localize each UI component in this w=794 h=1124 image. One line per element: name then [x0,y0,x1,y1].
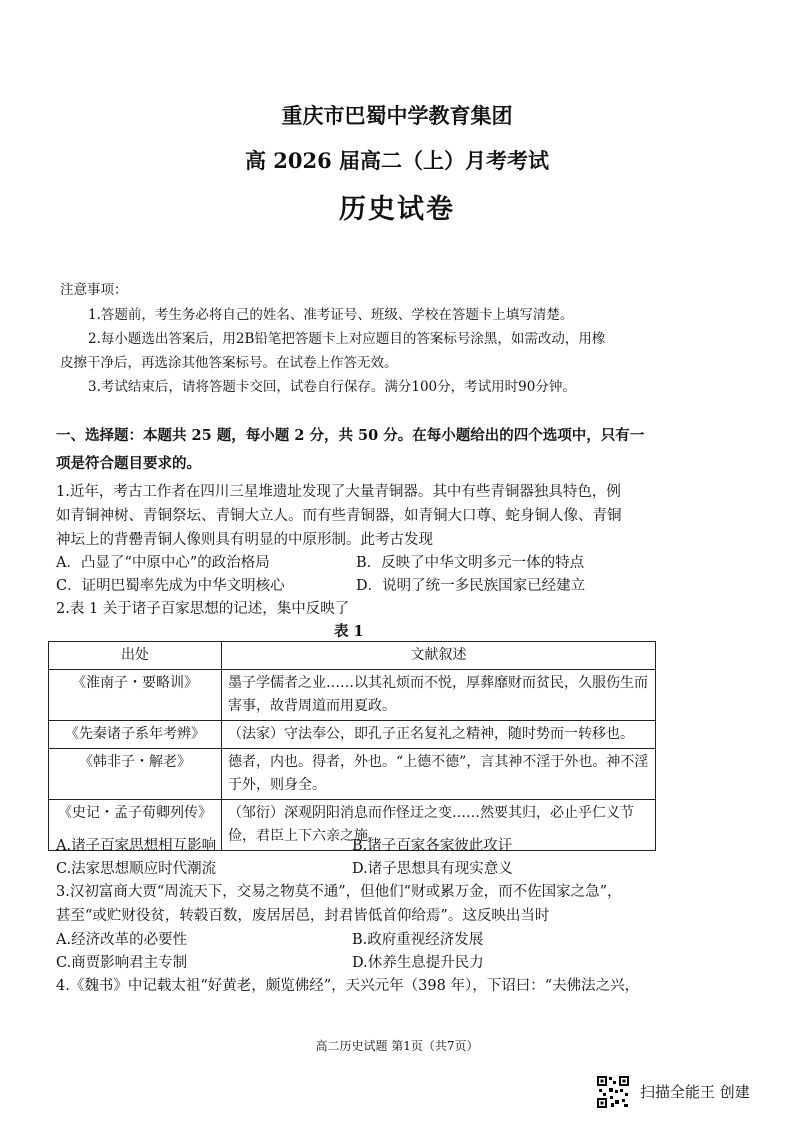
notice-item-2b: 皮擦干净后，再选涂其他答案标号。在试卷上作答无效。 [60,355,398,371]
table-cell-source: 《先秦诸子系年考辨》 [49,721,222,749]
q3-stem-line1: 3.汉初富商大贾“周流天下，交易之物莫不通”，但他们“财或累万金，而不佐国家之急”， [56,884,622,900]
section-heading-line2: 项是符合题目要求的。 [56,455,201,472]
table-row [49,721,656,749]
q2-option-d: D.诸子思想具有现实意义 [352,861,513,877]
table-cell-text: （邹衍）深观阴阳消息而作怪迂之变……然要其归，必止乎仁义节俭，君臣上下六亲之施。 [222,800,656,851]
q3-option-c: C.商贾影响君主专制 [56,955,188,971]
q1-option-d: D．说明了统一多民族国家已经建立 [356,578,586,594]
page-footer: 高二历史试题 第1页（共7页） [315,1039,479,1053]
table-cell-text: 墨子学儒者之业……以其礼烦而不悦，厚葬靡财而贫民，久服伤生而害事，故背周道而用夏政。 [222,670,656,721]
q4-stem-line1: 4.《魏书》中记载太祖“好黄老，颇览佛经”，天兴元年（398 年），下诏曰：“夫佛法之兴， [56,978,640,994]
q2-option-a: A.诸子百家思想相互影响 [56,838,217,854]
school-group-title: 重庆市巴蜀中学教育集团 [281,103,513,128]
qr-code-icon [596,1075,630,1109]
q3-option-a: A.经济改革的必要性 [56,932,188,948]
table-row [49,749,656,800]
table-cell-text: （法家）守法奉公，即孔子正名复礼之精神，随时势而一转移也。 [222,721,656,749]
q1-stem-line1: 1.近年，考古工作者在四川三星堆遗址发现了大量青铜器。其中有些青铜器独具特色，例 [56,484,621,500]
notice-item-2a: 2.每小题选出答案后，用2B铅笔把答题卡上对应题目的答案标号涂黑，如需改动，用橡 [88,331,606,347]
table-cell-source: 《淮南子・要略训》 [49,670,222,721]
table-header-source: 出处 [49,642,222,670]
notice-item-1: 1.答题前，考生务必将自己的姓名、准考证号、班级、学校在答题卡上填写清楚。 [88,307,574,323]
q3-stem-line2: 甚至“或贮财役贫，转毂百数，废居居邑，封君皆低首仰给焉”。这反映出当时 [56,908,550,924]
table-cell-text: 德者，内也。得者，外也。“上德不德”，言其神不淫于外也。神不淫于外，则身全。 [222,749,656,800]
q2-option-c: C.法家思想顺应时代潮流 [56,861,217,877]
q1-stem-line3: 神坛上的背罍青铜人像则具有明显的中原形制。此考古发现 [56,532,433,548]
table-row [49,670,656,721]
section-heading-line1: 一、选择题：本题共 25 题，每小题 2 分，共 50 分。在每小题给出的四个选项中，只有一 [56,427,645,444]
notice-item-3: 3.考试结束后，请将答题卡交回，试卷自行保存。满分100分，考试用时90分钟。 [88,379,576,395]
table-cell-source: 《韩非子・解老》 [49,749,222,800]
notice-heading: 注意事项： [60,282,128,298]
table-header-row [49,642,656,670]
q2-stem: 2.表 1 关于诸子百家思想的记述，集中反映了 [56,601,350,617]
q1-stem-line2: 如青铜神树、青铜祭坛、青铜大立人。而有些青铜器，如青铜大口尊、蛇身铜人像、青铜 [56,508,622,524]
scanner-watermark: 扫描全能王 创建 [640,1083,750,1101]
q1-option-a: A．凸显了“中原中心”的政治格局 [56,555,270,571]
table-header-text: 文献叙述 [222,642,656,670]
subject-title: 历史试卷 [339,194,455,225]
exam-title: 高 2026 届高二（上）月考考试 [244,148,550,173]
sources-table [48,641,656,851]
q2-option-b: B.诸子百家各家彼此攻讦 [352,838,513,854]
q3-option-d: D.休养生息提升民力 [352,955,484,971]
table-caption: 表 1 [334,623,364,640]
q1-option-c: C．证明巴蜀率先成为中华文明核心 [56,578,285,594]
q3-option-b: B.政府重视经济发展 [352,932,484,948]
table-cell-source: 《史记・孟子荀卿列传》 [49,800,222,851]
q1-option-b: B．反映了中华文明多元一体的特点 [356,555,585,571]
